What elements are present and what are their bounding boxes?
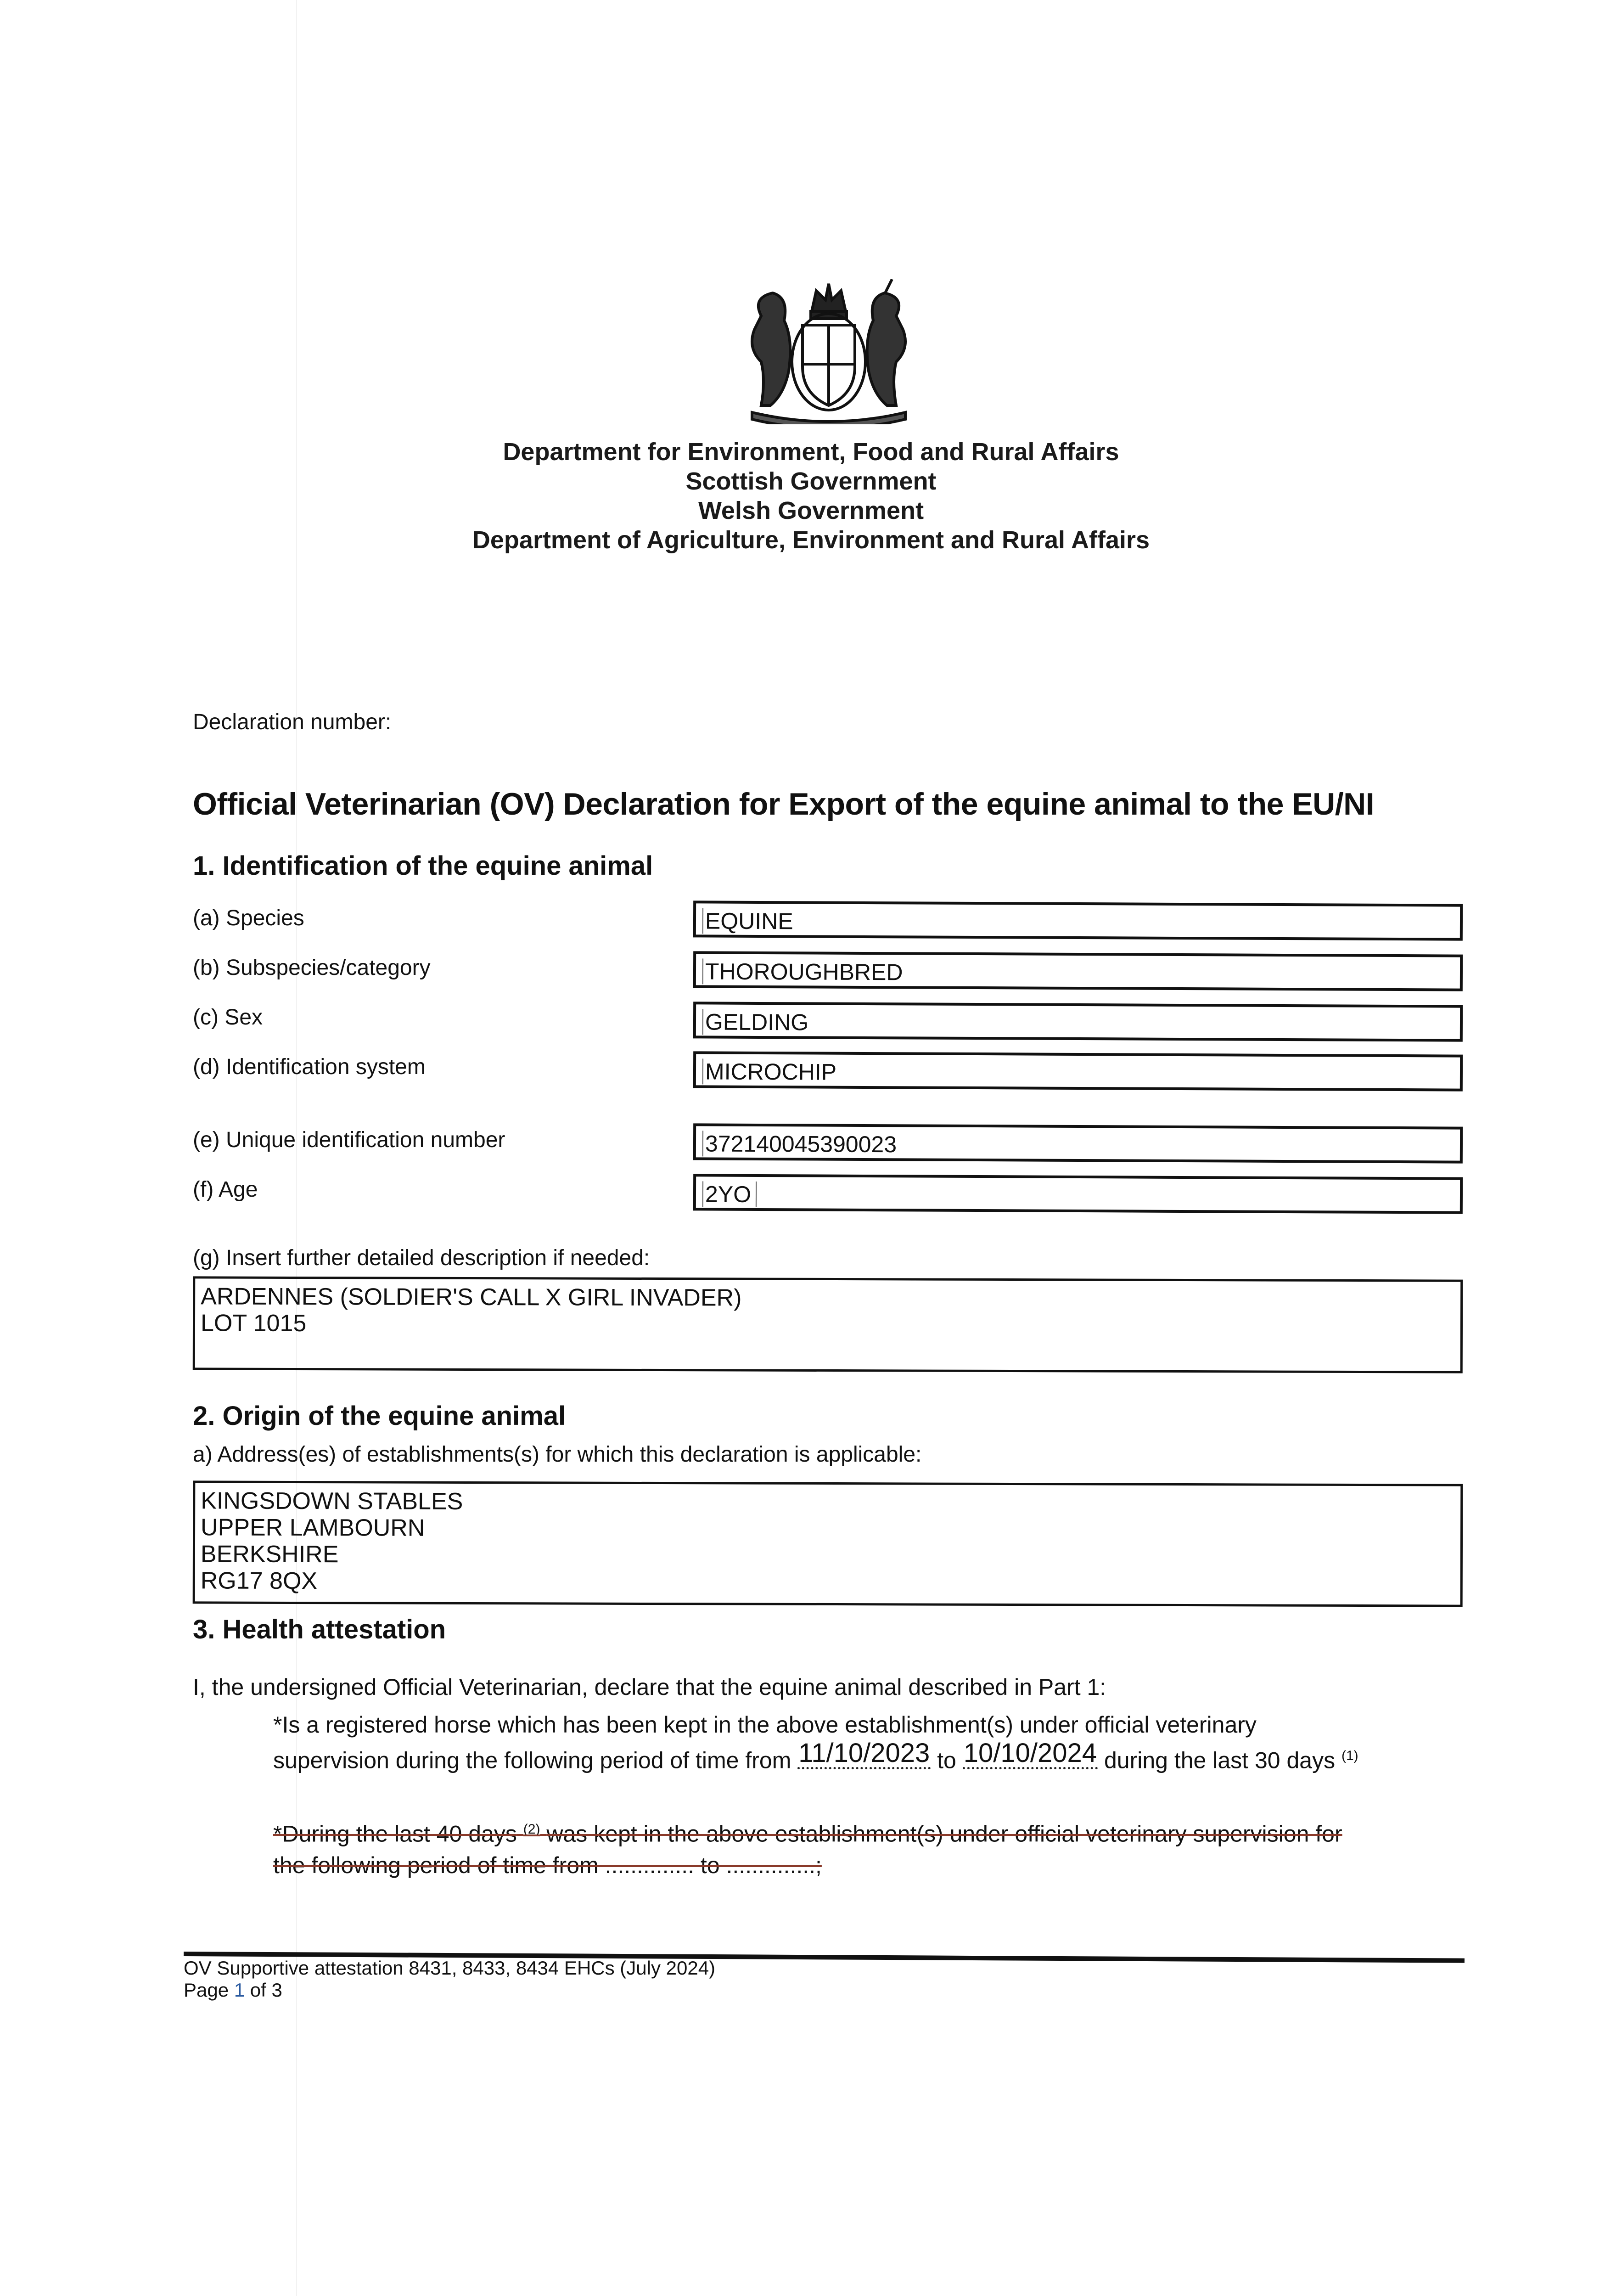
species-label: (a) Species [193,906,304,930]
unique-id-label: (e) Unique identification number [193,1128,505,1152]
department-daera: Department of Agriculture, Environment and Rural Affairs [472,526,1150,554]
unique-id-value: 372140045390023 [702,1131,897,1157]
section1-heading: 1. Identification of the equine animal [193,851,653,881]
footnote-1-marker: (1) [1341,1748,1358,1763]
age-value: 2YO [702,1181,757,1207]
option1-line-1: *Is a registered horse which has been kept in the above establishment(s) under official veterinary [273,1712,1257,1738]
to-word: to [937,1747,956,1773]
period-to-date-field[interactable]: 10/10/2024 [963,1739,1098,1769]
sex-field[interactable] [693,1002,1463,1041]
option2-line-1 [273,1814,1342,1850]
page-total: 3 [271,1979,282,2001]
identification-system-label: (d) Identification system [193,1055,426,1079]
attestation-option-2-struck [273,1814,1342,1881]
species-value: EQUINE [702,908,793,934]
description-line-2: LOT 1015 [200,1310,307,1337]
option1-suffix: during the last 30 days [1104,1747,1336,1773]
sex-value: GELDING [702,1009,808,1035]
subspecies-field[interactable] [693,951,1463,991]
address-line-2: UPPER LAMBOURN [201,1514,425,1542]
description-line-1: ARDENNES (SOLDIER'S CALL X GIRL INVADER) [201,1283,742,1311]
section3-heading: 3. Health attestation [193,1615,446,1644]
department-defra: Department for Environment, Food and Rural Affairs [503,438,1119,466]
species-field[interactable] [693,900,1463,940]
section2-heading: 2. Origin of the equine animal [193,1401,566,1431]
identification-system-field[interactable] [693,1051,1463,1091]
unique-id-field[interactable] [693,1123,1463,1163]
attestation-intro: I, the undersigned Official Veterinarian, declare that the equine animal described in Part 1: [193,1674,1106,1700]
address-line-1: KINGSDOWN STABLES [201,1487,463,1515]
address-field[interactable] [193,1480,1463,1607]
page-indicator [184,1979,282,2001]
attestation-option-1 [273,1709,1358,1776]
department-welsh-gov: Welsh Government [698,497,924,524]
option2-line1-rest: was kept in the above establishment(s) under official veterinary supervision for [546,1821,1342,1847]
footnote-2-marker: (2) [523,1822,540,1837]
address-label: a) Address(es) of establishments(s) for which this declaration is applicable: [193,1442,922,1467]
age-label: (f) Age [193,1177,258,1202]
footer-form-reference: OV Supportive attestation 8431, 8433, 8434 EHCs (July 2024) [184,1957,716,1979]
sex-label: (c) Sex [193,1005,263,1030]
option2-line-2: the following period of time from .............. to ..............; [273,1852,822,1878]
option2-prefix: *During the last 40 days [273,1821,517,1847]
age-field[interactable] [693,1174,1463,1214]
department-list [0,437,1622,555]
subspecies-label: (b) Subspecies/category [193,956,431,980]
description-label: (g) Insert further detailed description if needed: [193,1246,650,1270]
identification-system-value: MICROCHIP [702,1058,836,1085]
royal-coat-of-arms-icon [734,279,924,424]
page-prefix: Page [184,1979,229,2001]
period-from-date-field[interactable]: 11/10/2023 [797,1739,931,1769]
address-line-4: RG17 8QX [200,1567,318,1595]
department-scottish-gov: Scottish Government [685,467,937,495]
option1-line-2 [273,1740,1358,1776]
description-field[interactable] [193,1276,1463,1373]
declaration-number-label: Declaration number: [193,710,392,734]
option1-line2-prefix: supervision during the following period of time from [273,1747,791,1773]
page-current: 1 [234,1979,245,2001]
subspecies-value: THOROUGHBRED [702,958,903,985]
page-title: Official Veterinarian (OV) Declaration for Export of the equine animal to the EU/NI [193,787,1375,822]
address-line-3: BERKSHIRE [200,1541,339,1568]
page-of: of [250,1979,266,2001]
